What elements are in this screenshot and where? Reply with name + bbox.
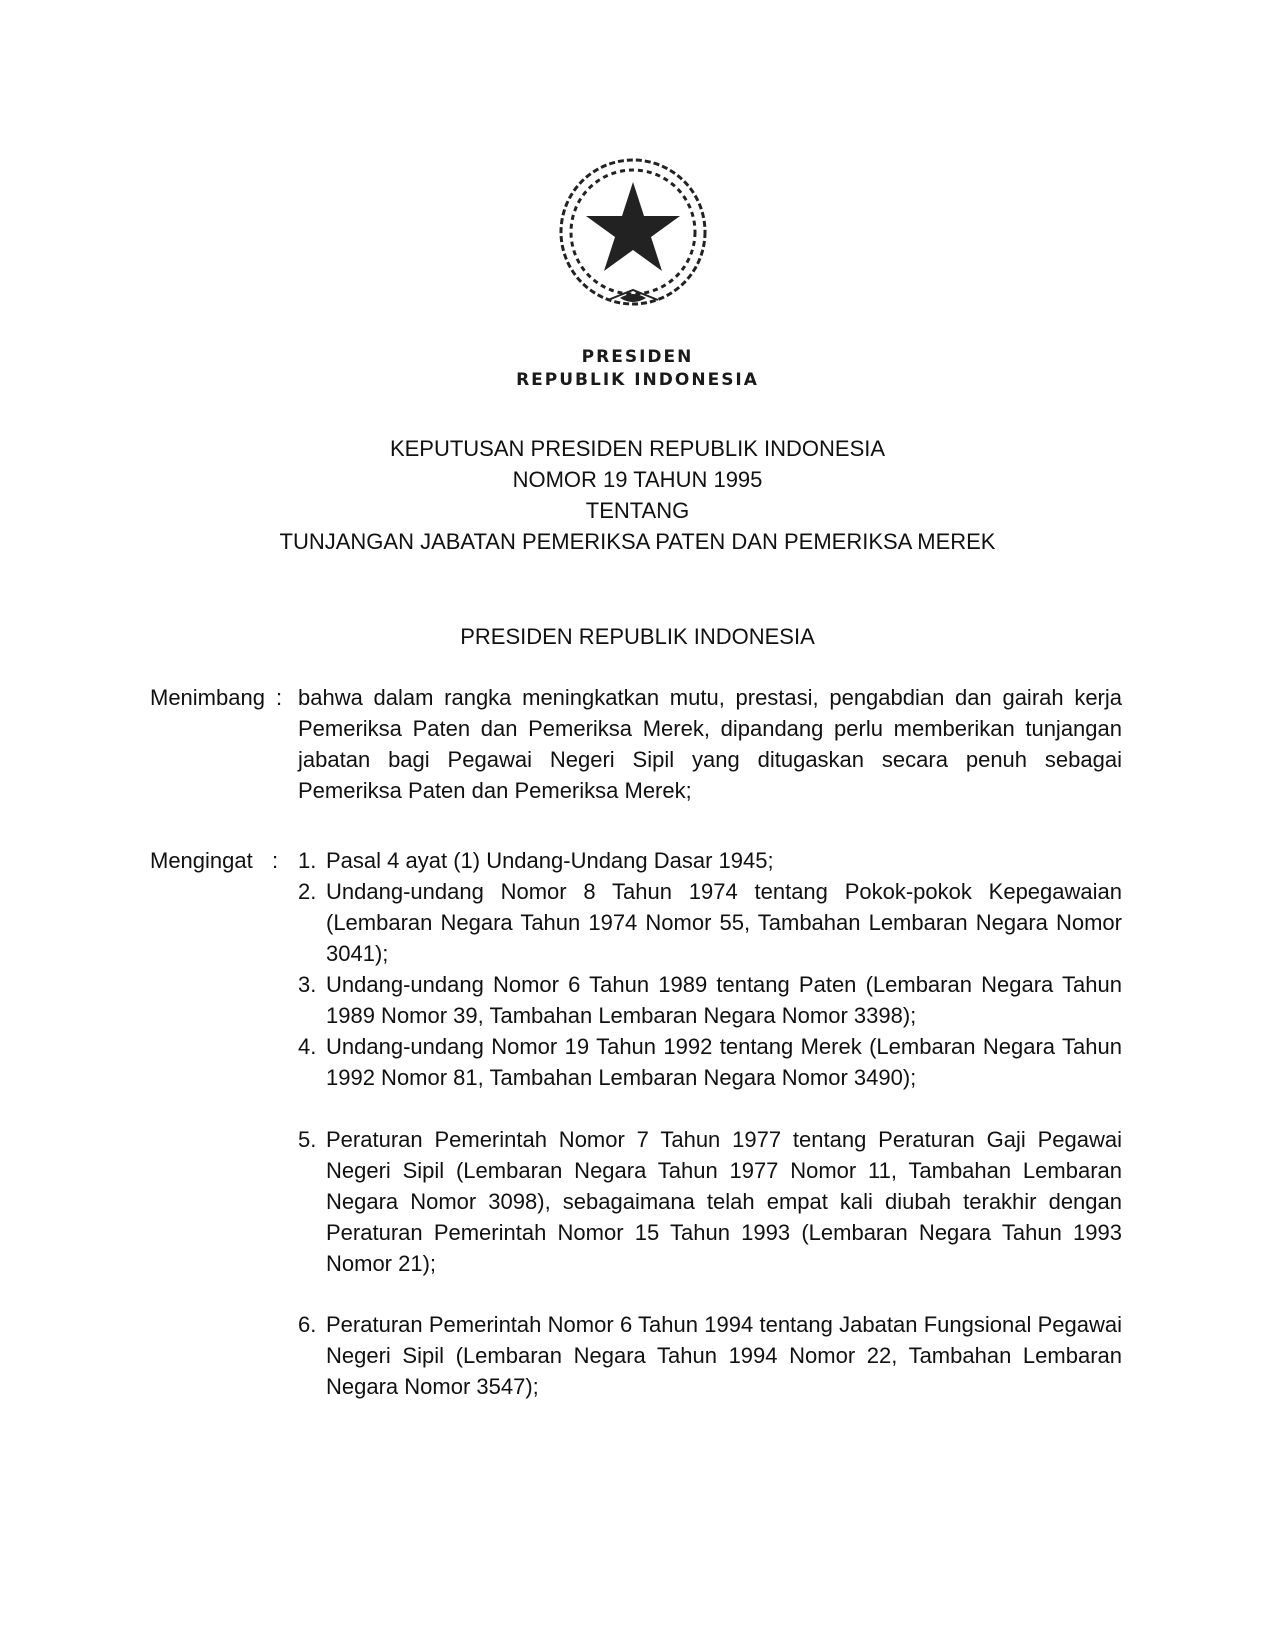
doc-title-line3: TENTANG [585,498,690,523]
list-item [298,845,1122,876]
list-item-number: 3. [298,972,317,997]
list-item-text: Pasal 4 ayat (1) Undang-Undang Dasar 1945; [326,848,774,873]
doc-title-line2: NOMOR 19 TAHUN 1995 [512,467,763,492]
doc-title-line1: KEPUTUSAN PRESIDEN REPUBLIK INDONESIA [389,436,886,461]
menimbang-label: Menimbang [150,685,265,710]
list-item [298,876,1122,969]
org-name-line2: REPUBLIK INDONESIA [516,370,759,390]
president-line: PRESIDEN REPUBLIK INDONESIA [460,624,815,649]
list-item [298,1124,1122,1279]
list-item-number: 1. [298,848,317,873]
list-item-text: Peraturan Pemerintah Nomor 6 Tahun 1994 tentang Jabatan Fungsional Pegawai Negeri Sipil (Lembaran Negara Tahun 1994 Nomor 22, Tambahan Lembaran Negara Nomor 3547); [326,1312,1122,1399]
list-item-text: Undang-undang Nomor 6 Tahun 1989 tentang Paten (Lembaran Negara Tahun 1989 Nomor 39, Tambahan Lembaran Negara Nomor 3398); [326,972,1122,1028]
mengingat-label: Mengingat [150,848,253,873]
list-item [298,969,1122,1031]
list-item-number: 4. [298,1034,317,1059]
list-item [298,1309,1122,1402]
doc-title-line4: TUNJANGAN JABATAN PEMERIKSA PATEN DAN PEMERIKSA MEREK [279,529,996,554]
list-item-number: 6. [298,1312,317,1337]
menimbang-colon: : [276,685,283,710]
list-item-number: 2. [298,879,317,904]
org-name-line1: PRESIDEN [581,347,694,367]
list-item-number: 5. [298,1127,317,1152]
mengingat-colon: : [272,848,279,873]
list-item-text: Undang-undang Nomor 19 Tahun 1992 tentang Merek (Lembaran Negara Tahun 1992 Nomor 81, Tambahan Lembaran Negara Nomor 3490); [326,1034,1122,1090]
list-item-text: Undang-undang Nomor 8 Tahun 1974 tentang Pokok-pokok Kepegawaian (Lembaran Negara Tahun 1974 Nomor 55, Tambahan Lembaran Negara Nomor 3041); [326,879,1122,966]
presidential-star-wreath-icon [548,150,718,320]
list-item [298,1031,1122,1093]
menimbang-text: bahwa dalam rangka meningkatkan mutu, prestasi, pengabdian dan gairah kerja Pemeriksa Paten dan Pemeriksa Merek, dipandang perlu memberikan tunjangan jabatan bagi Pegawai Negeri Sipil yang ditugaskan secara penuh sebagai Pemeriksa Paten dan Pemeriksa Merek; [298,685,1122,803]
presidential-emblem [548,150,718,320]
list-item-text: Peraturan Pemerintah Nomor 7 Tahun 1977 tentang Peraturan Gaji Pegawai Negeri Sipil (Lembaran Negara Tahun 1977 Nomor 11, Tambahan Lembaran Negara Nomor 3098), sebagaimana telah empat kali diubah terakhir dengan Peraturan Pemerintah Nomor 15 Tahun 1993 (Lembaran Negara Tahun 1993 Nomor 21); [326,1127,1122,1276]
